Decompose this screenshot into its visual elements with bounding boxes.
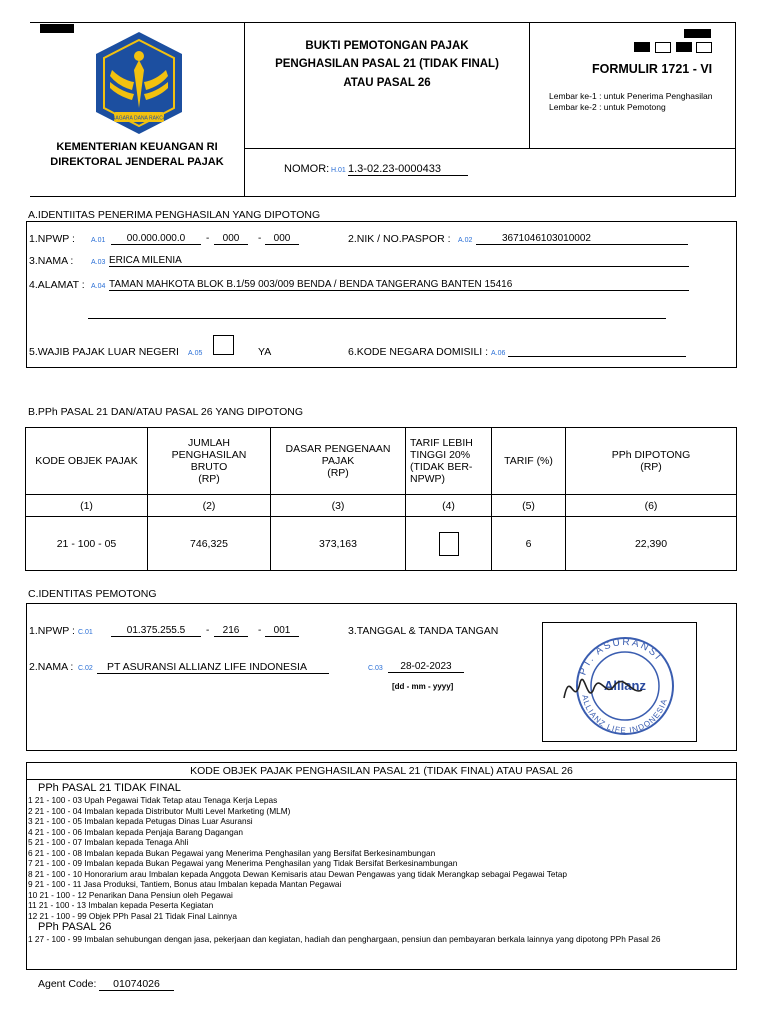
kode-objek-list xyxy=(28,782,734,945)
agent-code-value: 01074026 xyxy=(99,978,174,991)
title-line1: BUKTI PEMOTONGAN PAJAK xyxy=(305,40,469,52)
col-num-3: (3) xyxy=(271,495,406,517)
a-nik-label: 2.NIK / NO.PASPOR : xyxy=(348,233,451,245)
title-line3: ATAU PASAL 26 xyxy=(343,77,431,89)
c-tanggal-value: 28-02-2023 xyxy=(388,661,464,673)
a-alamat-code: A.04 xyxy=(91,283,106,290)
a-alamat-value: TAMAN MAHKOTA BLOK B.1/59 003/009 BENDA / BENDA TANGERANG BANTEN 15416 xyxy=(109,279,689,291)
row-kode: 21 - 100 - 05 xyxy=(26,517,148,571)
kode-item: 4 21 - 100 - 06 Imbalan kepada Penjaja Barang Dagangan xyxy=(28,826,243,837)
ministry-line2: DIREKTORAL JENDERAL PAJAK xyxy=(50,156,224,168)
a-npwp-part3: 000 xyxy=(265,233,299,245)
a-nik-value: 3671046103010002 xyxy=(476,233,688,245)
kode-item: 8 21 - 100 - 10 Honorarium arau Imbalan kepada Anggota Dewan Kemisaris atau Dewan Pengawas yang tidak Merangkap sebagai Pegawai Tetap xyxy=(28,868,568,879)
section-b-table xyxy=(25,427,737,571)
logo-text: NAGARA DANA RAKCA xyxy=(111,115,167,122)
a-npwp-code: A.01 xyxy=(91,237,106,244)
kode-item: 7 21 - 100 - 09 Imbalan kepada Bukan Pegawai yang Menerima Penghasilan yang Tidak Bersifat Berkesinambungan xyxy=(28,858,458,868)
a-npwp-label: 1.NPWP : xyxy=(29,233,75,245)
row-dpp: 373,163 xyxy=(271,517,406,571)
col-tarif20-header: TARIF LEBIH TINGGI 20% (TIDAK BER- NPWP) xyxy=(406,428,492,495)
kode-item: 10 21 - 100 - 12 Penarikan Dana Pensiun oleh Pegawai xyxy=(28,889,233,900)
a-wpln-label: 5.WAJIB PAJAK LUAR NEGERI xyxy=(29,346,179,358)
nomor-label: NOMOR: xyxy=(284,163,330,175)
a-alamat-label: 4.ALAMAT : xyxy=(29,279,85,291)
nomor-value: 1.3-02.23-0000433 xyxy=(348,163,468,176)
a-alamat-line2 xyxy=(88,318,666,319)
title-line2: PENGHASILAN PASAL 21 (TIDAK FINAL) xyxy=(275,58,499,70)
nomor-code: H.01 xyxy=(331,167,346,174)
a-negara-line xyxy=(508,356,686,357)
col-kode-header: KODE OBJEK PAJAK xyxy=(26,428,148,495)
formulir-label: FORMULIR 1721 - VI xyxy=(592,62,713,76)
a-wpln-checkbox[interactable] xyxy=(213,335,234,355)
tarif20-checkbox[interactable] xyxy=(439,532,459,556)
svg-text:PT. ASURANSI xyxy=(578,637,664,677)
lembar1-text: Lembar ke-1 : untuk Penerima Penghasilan xyxy=(549,91,713,101)
a-nik-code: A.02 xyxy=(458,237,473,244)
kemenkeu-logo xyxy=(92,30,186,136)
stamp-top-text: PT. ASURANSI xyxy=(577,636,664,677)
kode-item: 5 21 - 100 - 07 Imbalan kepada Tenaga Ahli xyxy=(28,837,189,847)
kode-item: 12 21 - 100 - 99 Objek PPh Pasal 21 Tidak Final Lainnya xyxy=(28,910,237,921)
row-tarif20 xyxy=(406,517,492,571)
group2-title: PPh PASAL 26 xyxy=(38,921,112,933)
col-num-1: (1) xyxy=(26,495,148,517)
section-a-title: A.IDENTIITAS PENERIMA PENGHASILAN YANG DIPOTONG xyxy=(28,209,321,221)
a-ya-label: YA xyxy=(258,346,272,358)
company-stamp xyxy=(554,628,686,738)
agent-code-label: Agent Code: xyxy=(38,978,97,990)
c-nama-value: PT ASURANSI ALLIANZ LIFE INDONESIA xyxy=(97,661,329,674)
a-negara-code: A.06 xyxy=(491,350,506,357)
kode-item: 3 21 - 100 - 05 Imbalan kepada Petugas Dinas Luar Asuransi xyxy=(28,816,253,826)
a-wpln-code: A.05 xyxy=(188,350,203,357)
kode-item: 9 21 - 100 - 11 Jasa Produksi, Tantiem, Bonus atau Imbalan kepada Mantan Pegawai xyxy=(28,879,342,889)
c-npwp-label: 1.NPWP : xyxy=(29,625,75,637)
c-date-format: [dd - mm - yyyy] xyxy=(392,682,454,691)
col-dpp-header: DASAR PENGENAAN PAJAK (RP) xyxy=(271,428,406,495)
kode-objek-title: KODE OBJEK PAJAK PENGHASILAN PASAL 21 (TIDAK FINAL) ATAU PASAL 26 xyxy=(190,765,573,777)
a-negara-label: 6.KODE NEGARA DOMISILI : xyxy=(348,346,489,358)
col-num-6: (6) xyxy=(566,495,737,517)
kode-item: 11 21 - 100 - 13 Imbalan kepada Peserta Kegiatan xyxy=(28,900,214,910)
col-num-5: (5) xyxy=(492,495,566,517)
col-pph-header: PPh DIPOTONG (RP) xyxy=(566,428,737,495)
a-nama-code: A.03 xyxy=(91,259,106,266)
c-nama-label: 2.NAMA : xyxy=(29,661,74,673)
row-pph: 22,390 xyxy=(566,517,737,571)
section-b-title: B.PPh PASAL 21 DAN/ATAU PASAL 26 YANG DIPOTONG xyxy=(28,406,304,418)
section-c-title: C.IDENTITAS PEMOTONG xyxy=(28,588,157,600)
stamp-bottom-text: ALLIANZ LIFE INDONESIA xyxy=(580,694,669,736)
ministry-line1: KEMENTERIAN KEUANGAN RI xyxy=(56,141,218,153)
c-npwp-part1: 01.375.255.5 xyxy=(111,625,201,637)
group1-title: PPh PASAL 21 TIDAK FINAL xyxy=(38,782,181,794)
c-npwp-code: C.01 xyxy=(78,629,93,636)
col-tarif-header: TARIF (%) xyxy=(492,428,566,495)
kode-item: 1 27 - 100 - 99 Imbalan sehubungan dengan jasa, pekerjaan dan kegiatan, hadiah dan penghargaan, pensiun dan pembayaran berkala lainnya yang dipotong PPh Pasal 26 xyxy=(28,934,661,944)
stamp-mid-text: Allianz xyxy=(604,678,646,693)
kode-item: 1 21 - 100 - 03 Upah Pegawai Tidak Tetap atau Tenaga Kerja Lepas xyxy=(28,795,278,805)
a-npwp-part2: 000 xyxy=(214,233,248,245)
row-tarif: 6 xyxy=(492,517,566,571)
c-npwp-part2: 216 xyxy=(214,625,248,637)
c-tanggal-label: 3.TANGGAL & TANDA TANGAN xyxy=(348,625,499,637)
c-npwp-part3: 001 xyxy=(265,625,299,637)
col-num-2: (2) xyxy=(148,495,271,517)
c-tanggal-code: C.03 xyxy=(368,665,383,672)
col-bruto-header: JUMLAH PENGHASILAN BRUTO (RP) xyxy=(148,428,271,495)
a-nama-label: 3.NAMA : xyxy=(29,255,74,267)
a-npwp-part1: 00.000.000.0 xyxy=(111,233,201,245)
kode-item: 2 21 - 100 - 04 Imbalan kepada Distributor Multi Level Marketing (MLM) xyxy=(28,805,291,816)
row-bruto: 746,325 xyxy=(148,517,271,571)
form-squares xyxy=(634,42,714,54)
a-nama-value: ERICA MILENIA xyxy=(109,255,689,267)
lembar2-text: Lembar ke-2 : untuk Pemotong xyxy=(549,102,666,112)
kode-item: 6 21 - 100 - 08 Imbalan kepada Bukan Pegawai yang Menerima Penghasilan yang Bersifat Berkesinambungan xyxy=(28,847,436,858)
col-num-4: (4) xyxy=(406,495,492,517)
c-nama-code: C.02 xyxy=(78,665,93,672)
